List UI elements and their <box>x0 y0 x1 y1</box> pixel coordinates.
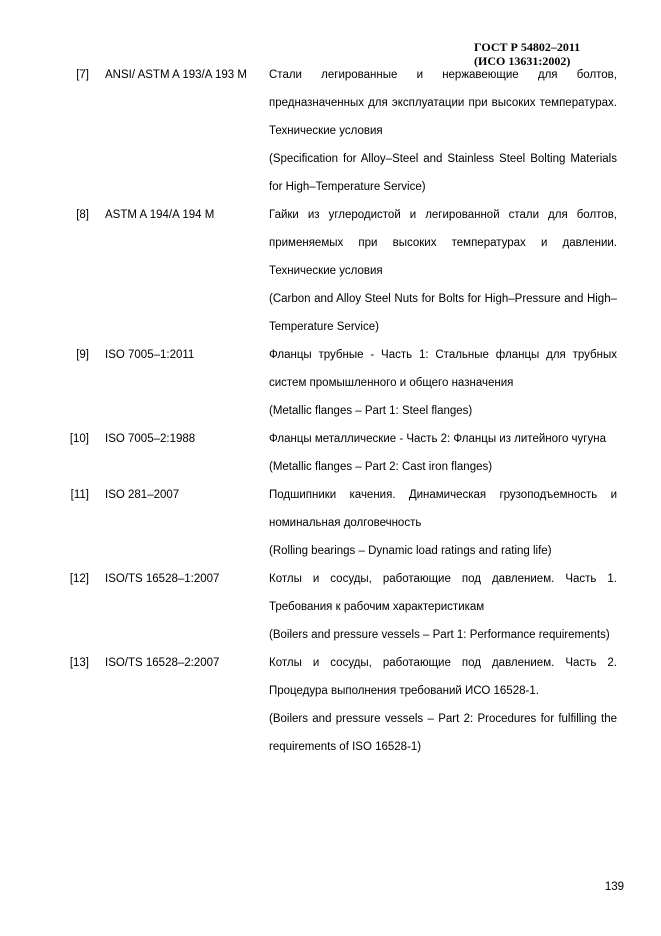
entry-title-english: (Rolling bearings – Dynamic load ratings and rating life) <box>269 545 552 557</box>
bibliography-entry <box>0 481 661 565</box>
iso-equivalent-designation: (ИСО 13631:2002) <box>474 54 571 68</box>
entry-description <box>269 481 617 565</box>
entry-description <box>269 201 617 341</box>
entry-number: [13] <box>69 657 89 669</box>
entry-title-english: (Boilers and pressure vessels – Part 1: Performance requirements) <box>269 629 610 641</box>
entry-title-english: (Specification for Alloy–Steel and Stainless Steel Bolting Materials for High–Temperature Service) <box>269 153 617 193</box>
entry-number: [10] <box>69 433 89 445</box>
entry-standard-code: ISO/TS 16528–2:2007 <box>105 657 220 669</box>
entry-number: [12] <box>69 573 89 585</box>
entry-title-english: (Metallic flanges – Part 1: Steel flanges) <box>269 405 473 417</box>
entry-standard-code: ANSI/ ASTM A 193/A 193 M <box>105 69 247 81</box>
entry-title-russian: Фланцы трубные - Часть 1: Стальные фланцы для трубных систем промышленного и общего назначения <box>269 349 617 389</box>
entry-standard-code: ISO 281–2007 <box>105 489 180 501</box>
bibliography-entry <box>0 565 661 649</box>
entry-description <box>269 61 617 201</box>
bibliography-entry <box>0 649 661 761</box>
page-number: 139 <box>604 881 624 893</box>
entry-number: [7] <box>76 69 89 81</box>
entry-standard-code: ISO 7005–1:2011 <box>105 349 195 361</box>
bibliography-entry <box>0 341 661 425</box>
entry-title-russian: Фланцы металлические - Часть 2: Фланцы из литейного чугуна <box>269 433 606 445</box>
entry-title-english: (Metallic flanges – Part 2: Cast iron flanges) <box>269 461 493 473</box>
entry-number: [9] <box>76 349 89 361</box>
entry-title-russian: Подшипники качения. Динамическая грузоподъемность и номинальная долговечность <box>269 489 617 529</box>
bibliography-entry <box>0 61 661 201</box>
bibliography-entry <box>0 425 661 481</box>
entry-description <box>269 341 617 425</box>
bibliography-entry <box>0 201 661 341</box>
entry-title-russian: Стали легированные и нержавеющие для болтов, предназначенных для эксплуатации при высоких температурах. Технические условия <box>269 69 617 137</box>
entry-title-russian: Гайки из углеродистой и легированной стали для болтов, применяемых при высоких температурах и давлении. Технические условия <box>269 209 617 277</box>
entry-number: [11] <box>70 489 89 501</box>
entry-title-english: (Carbon and Alloy Steel Nuts for Bolts for High–Pressure and High–Temperature Service) <box>269 293 617 333</box>
entry-description <box>269 649 617 761</box>
bibliography-list <box>0 61 661 761</box>
entry-number: [8] <box>76 209 89 221</box>
entry-standard-code: ISO/TS 16528–1:2007 <box>105 573 220 585</box>
standard-designation: ГОСТ Р 54802–2011 <box>474 40 581 54</box>
entry-title-english: (Boilers and pressure vessels – Part 2: Procedures for fulfilling the requirements of ISO 16528-1) <box>269 713 617 753</box>
entry-standard-code: ISO 7005–2:1988 <box>105 433 196 445</box>
entry-standard-code: ASTM A 194/A 194 M <box>105 209 215 221</box>
entry-title-russian: Котлы и сосуды, работающие под давлением. Часть 1. Требования к рабочим характеристикам <box>269 573 617 613</box>
entry-description <box>269 565 617 649</box>
entry-title-russian: Котлы и сосуды, работающие под давлением. Часть 2. Процедура выполнения требований ИСО 16528-1. <box>269 657 617 697</box>
entry-description <box>269 425 617 481</box>
